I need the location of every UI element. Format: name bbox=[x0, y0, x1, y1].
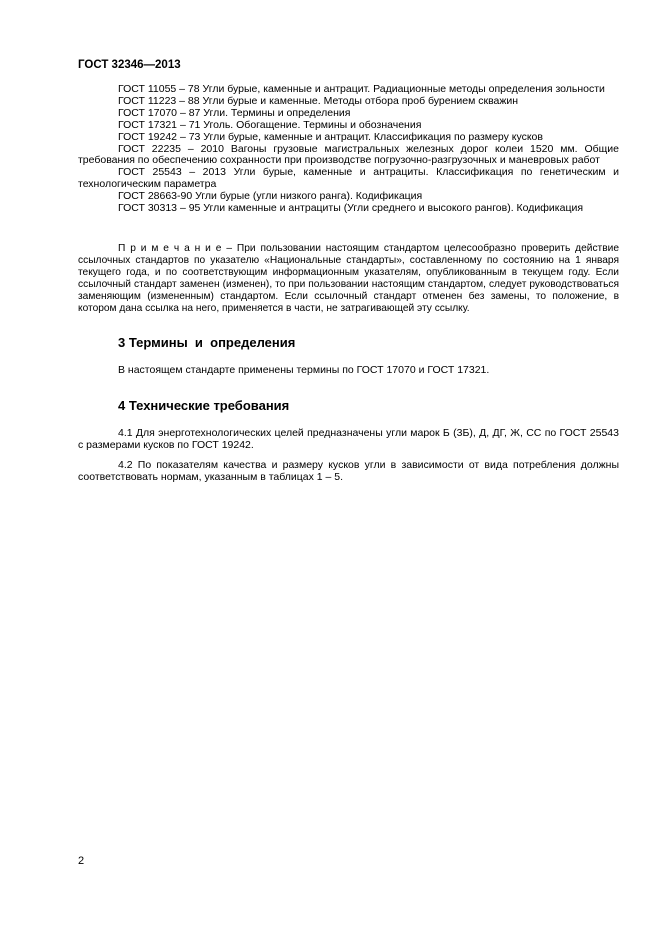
clause-4-2-paragraph: 4.2 По показателям качества и размеру кусков угли в зависимости от вида потребления должны соответствовать нормам, указанным в таблицах 1 – 5. bbox=[78, 459, 619, 484]
page-number: 2 bbox=[78, 855, 85, 867]
reference-item: ГОСТ 17070 – 87 Угли. Термины и определения bbox=[118, 106, 351, 119]
reference-item: ГОСТ 22235 – 2010 Вагоны грузовые магистральных железных дорог колеи 1520 мм. Общие требования по обеспечению сохранности при производстве погрузочно-разгрузочных и маневровых работ bbox=[78, 142, 619, 167]
reference-item: ГОСТ 28663-90 Угли бурые (угли низкого ранга). Кодификация bbox=[118, 190, 423, 203]
reference-item: ГОСТ 30313 – 95 Угли каменные и антрациты (Угли среднего и высокого рангов). Кодификация bbox=[118, 202, 584, 215]
note-paragraph: П р и м е ч а н и е – При пользовании настоящим стандартом целесообразно проверить действие ссылочных стандартов по указателю «Национальные стандарты», составленному по состоянию на 1 января текущего года, и по соответствующим информационным указателям, опубликованным в текущем году. Если ссылочный стандарт заменен (изменен), то при пользовании настоящим стандартом, следует руководствоваться заменяющим (измененным) стандартом. Если ссылочный стандарт отменен без замены, то положение, в котором дана ссылка на него, применяется в части, не затрагивающей эту ссылку. bbox=[78, 242, 619, 314]
references-list bbox=[78, 84, 619, 215]
section-4-heading: 4 Технические требования bbox=[118, 398, 290, 414]
reference-item: ГОСТ 17321 – 71 Уголь. Обогащение. Термины и обозначения bbox=[118, 118, 422, 131]
section-3-paragraph: В настоящем стандарте применены термины по ГОСТ 17070 и ГОСТ 17321. bbox=[118, 364, 490, 377]
reference-item: ГОСТ 25543 – 2013 Угли бурые, каменные и антрациты. Классификация по генетическим и технологическим параметра bbox=[78, 166, 619, 191]
reference-item: ГОСТ 19242 – 73 Угли бурые, каменные и антрацит. Классификация по размеру кусков bbox=[118, 130, 543, 143]
section-3-heading: 3 Термины и определения bbox=[118, 335, 296, 351]
reference-item: ГОСТ 11055 – 78 Угли бурые, каменные и антрацит. Радиационные методы определения зольности bbox=[118, 83, 605, 95]
clause-4-1-paragraph: 4.1 Для энерготехнологических целей предназначены угли марок Б (3Б), Д, ДГ, Ж, СС по ГОСТ 25543 с размерами кусков по ГОСТ 19242. bbox=[78, 427, 619, 452]
reference-item: ГОСТ 11223 – 88 Угли бурые и каменные. Методы отбора проб бурением скважин bbox=[118, 94, 519, 107]
document-title: ГОСТ 32346—2013 bbox=[78, 59, 181, 71]
